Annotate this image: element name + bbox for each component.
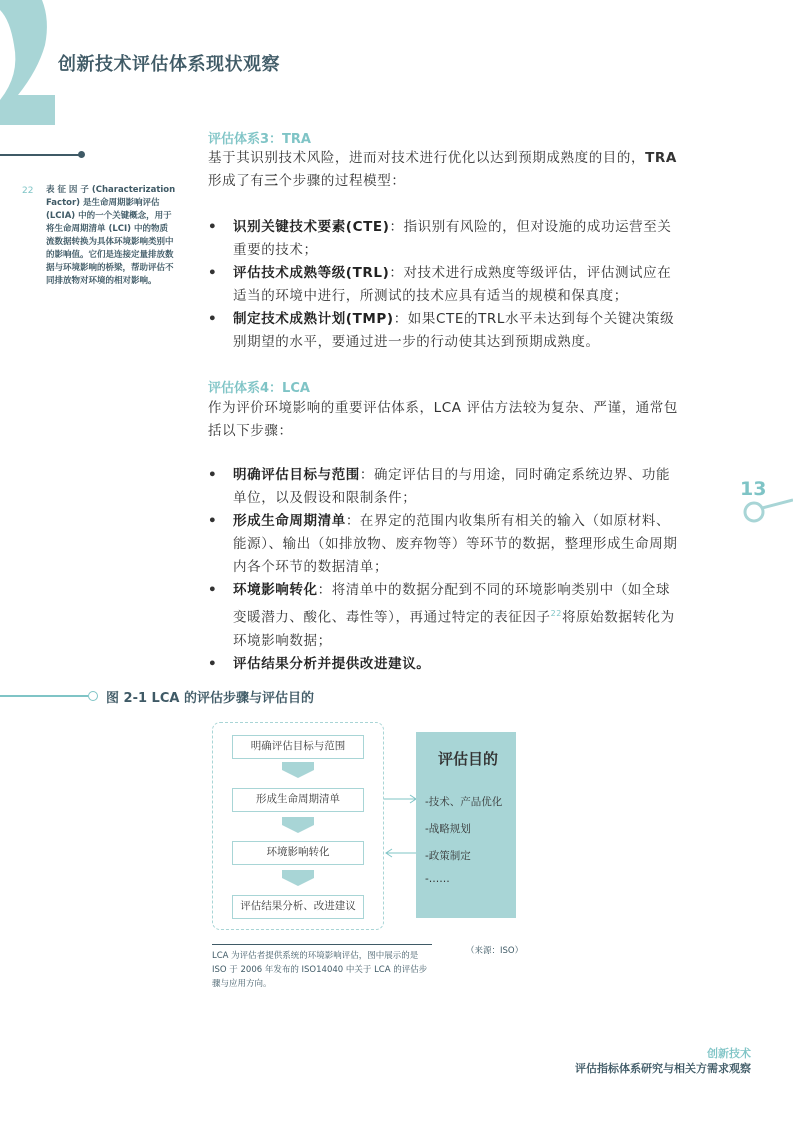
figure-caption-marker (88, 691, 98, 701)
page-title: 创新技术评估体系现状观察 (58, 54, 280, 75)
goal-item: -技术、产品优化 (425, 796, 503, 808)
list-item: • 评估技术成熟等级(TRL)：对技术进行成熟度等级评估，评估测试应在适当的环境中进行，所测试的技术应具有适当的规模和保真度； (208, 265, 672, 304)
list-item: • 识别关键技术要素(CTE)：指识别有风险的，但对设施的成功运营至关重要的技术； (208, 219, 672, 258)
tra-steps-list (208, 216, 680, 354)
goal-item: -…… (425, 873, 450, 885)
list-item: • 评估结果分析并提供改进建议。 (208, 655, 431, 672)
chapter-number-graphic (0, 0, 60, 125)
footer-line-1: 创新技术 (707, 1047, 751, 1060)
list-item: • 环境影响转化：将清单中的数据分配到不同的环境影响类别中（如全球变暖潜力、酸化、毒性等），再通过特定的表征因子$^{22}$将原始数据转化为环境影响数据； (208, 582, 675, 649)
figure-title: 图 2-1 LCA 的评估步骤与评估目的 (106, 691, 314, 706)
footnote-ref: 22 (550, 609, 562, 618)
goals-title: 评估目的 (438, 750, 499, 768)
figure-note-divider (212, 944, 432, 945)
sidebar-dot (78, 151, 85, 158)
lca-steps-list (208, 464, 680, 676)
list-item: • 形成生命周期清单：在界定的范围内收集所有相关的输入（如原材料、能源）、输出（如排放物、废弃物等）等环节的数据，整理形成生命周期内各个环节的数据清单； (208, 513, 678, 575)
down-arrow-icon (282, 817, 314, 833)
page-number-ornament (740, 498, 793, 524)
down-arrow-icon (282, 870, 314, 886)
goal-item: -政策制定 (425, 850, 471, 862)
diagram-step-2: 形成生命周期清单 (232, 788, 364, 812)
diagram-step-3: 环境影响转化 (232, 841, 364, 865)
goal-item: -战略规划 (425, 823, 471, 835)
tra-intro: 基于其识别技术风险，进而对技术进行优化以达到预期成熟度的目的，TRA形成了有三个步骤的过程模型： (208, 150, 677, 189)
diagram-step-1: 明确评估目标与范围 (232, 735, 364, 759)
figure-caption-line (0, 695, 88, 697)
list-item: • 明确评估目标与范围：确定评估目的与用途，同时确定系统边界、功能单位，以及假设和限制条件； (208, 467, 671, 506)
sidebar-line (0, 154, 80, 156)
figure-source: （来源：ISO） (466, 946, 524, 956)
figure-note: LCA 为评估者提供系统的环境影响评估，图中展示的是 ISO 于 2006 年发布的 ISO14040 中关于 LCA 的评估步骤与应用方向。 (212, 951, 428, 989)
section-title-lca: 评估体系4：LCA (208, 381, 310, 396)
list-item: • 制定技术成熟计划(TMP)：如果CTE的TRL水平未达到每个关键决策级别期望的水平，要通过进一步的行动使其达到预期成熟度。 (208, 311, 675, 350)
lca-intro: 作为评价环境影响的重要评估体系，LCA 评估方法较为复杂、严谨，通常包括以下步骤： (208, 400, 678, 439)
footnote-text: 表 征 因 子 (Characterization Factor) 是生命周期影响评估 (LCIA) 中的一个关键概念，用于将生命周期清单 (LCI) 中的物质流数据转换为具体环境影响类别中的影响值。它们是连接定量排放数据与环境影响的桥梁，帮助评估不同排放物对环境的相对影响。 (46, 185, 176, 286)
down-arrow-icon (282, 762, 314, 778)
connector-arrows (384, 790, 418, 860)
footnote-number: 22 (22, 186, 34, 196)
section-title-tra: 评估体系3：TRA (208, 132, 311, 147)
diagram-step-4: 评估结果分析、改进建议 (232, 895, 364, 919)
footer-line-2: 评估指标体系研究与相关方需求观察 (575, 1062, 751, 1075)
page-number: 13 (740, 478, 767, 500)
